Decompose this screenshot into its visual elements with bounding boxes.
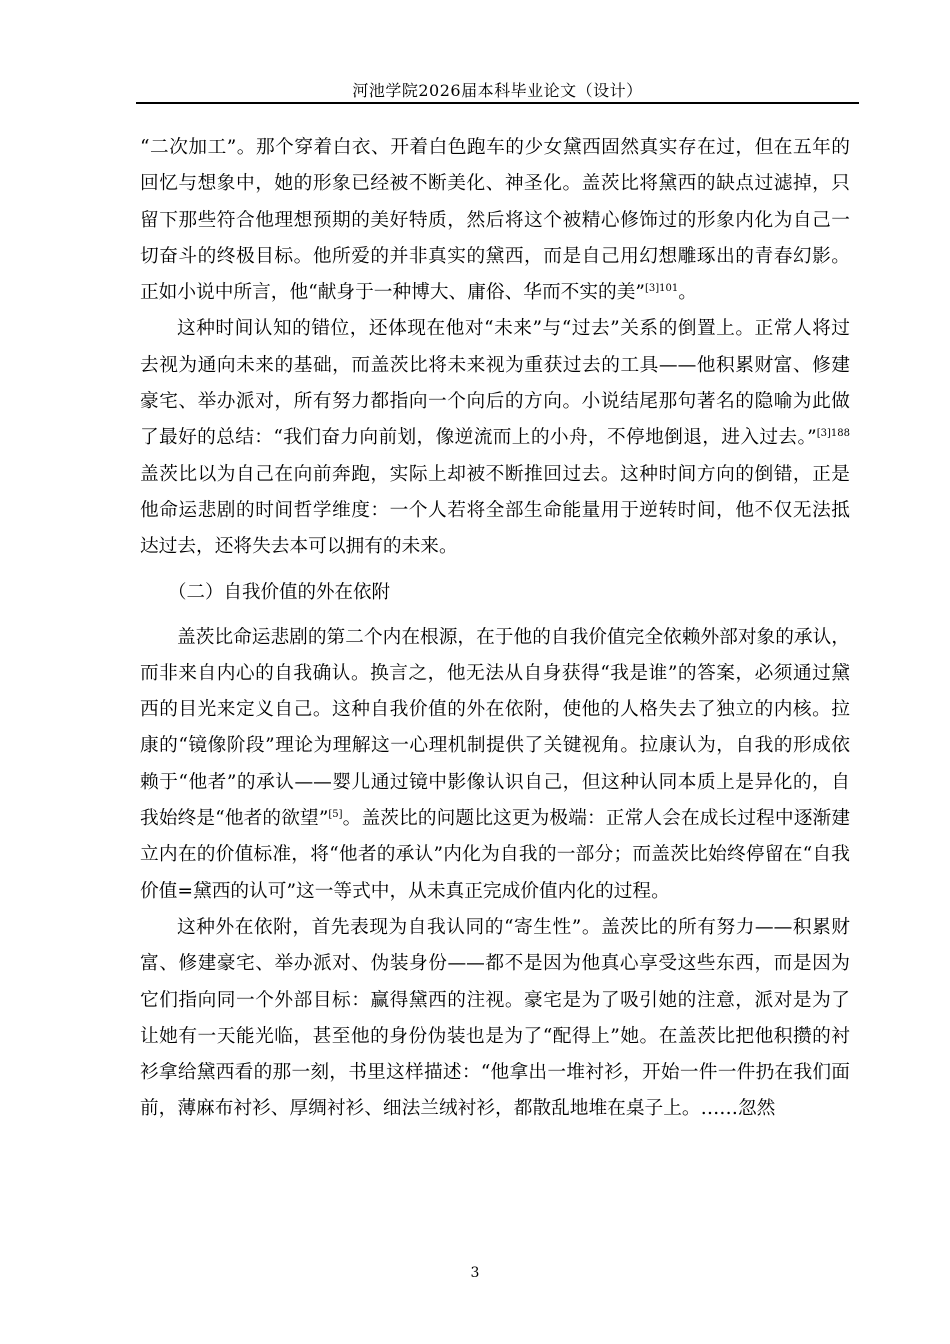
paragraph-text: 盖茨比以为自己在向前奔跑，实际上却被不断推回过去。这种时间方向的倒错，正是他命运悲剧的时间哲学维度：一个人若将全部生命能量用于逆转时间，他不仅无法抵达过去，还将失去本可以拥有的未来。 (140, 463, 850, 558)
paragraph-text: 这种时间认知的错位，还体现在他对“未来”与“过去”关系的倒置上。正常人将过去视为通向未来的基础，而盖茨比将未来视为重获过去的工具——他积累财富、修建豪宅、举办派对，所有努力都指向一个向后的方向。小说结尾那句著名的隐喻为此做了最好的总结：“我们奋力向前划，像逆流而上的小舟，不停地倒退，进入过去。” (140, 318, 850, 449)
page-number: 3 (470, 1265, 480, 1281)
paragraphs-after-heading (140, 620, 850, 1128)
paragraph (140, 130, 850, 311)
header-rule (136, 102, 859, 104)
paragraph-text: 。盖茨比的问题比这更为极端：正常人会在成长过程中逐渐建立内在的价值标准，将“他者的承认”内化为自我的一部分；而盖茨比始终停留在“自我价值=黛西的认可”这一等式中，从未真正完成价值内化的过程。 (140, 808, 851, 902)
paragraph-text: 这种外在依附，首先表现为自我认同的“寄生性”。盖茨比的所有努力——积累财富、修建豪宅、举办派对、伪装身份——都不是因为他真心享受这些东西，而是因为它们指向同一个外部目标：赢得黛西的注视。豪宅是为了吸引她的注意，派对是为了让她有一天能光临，甚至他的身份伪装也是为了“配得上”她。在盖茨比把他积攒的衬衫拿给黛西看的那一刻，书里这样描述：“他拿出一堆衬衫，开始一件一件扔在我们面前，薄麻布衬衫、厚绸衬衫、细法兰绒衬衫，都散乱地堆在桌子上。……忽然 (140, 916, 850, 1120)
paragraph (140, 910, 850, 1128)
paragraph (140, 311, 850, 565)
running-header: 河池学院2026届本科毕业论文（设计） (352, 81, 643, 100)
citation-ref: [5] (328, 808, 343, 820)
citation-ref: [3]188 (816, 428, 850, 440)
section-heading: （二）自我价值的外在依附 (168, 581, 391, 603)
paragraph-text: “二次加工”。那个穿着白衣、开着白色跑车的少女黛西固然真实存在过，但在五年的回忆与想象中，她的形象已经被不断美化、神圣化。盖茨比将黛西的缺点过滤掉，只留下那些符合他理想预期的美好特质，然后将这个被精心修饰过的形象内化为自己一切奋斗的终极目标。他所爱的并非真实的黛西，而是自己用幻想雕琢出的青春幻影。正如小说中所言，他“献身于一种博大、庸俗、华而不实的美” (140, 137, 850, 304)
paragraph-text: 盖茨比命运悲剧的第二个内在根源，在于他的自我价值完全依赖外部对象的承认，而非来自内心的自我确认。换言之，他无法从自身获得“我是谁”的答案，必须通过黛西的目光来定义自己。这种自我价值的外在依附，使他的人格失去了独立的内核。拉康的“镜像阶段”理论为理解这一心理机制提供了关键视角。拉康认为，自我的形成依赖于“他者”的承认——婴儿通过镜中影像认识自己，但这种认同本质上是异化的，自我始终是“他者的欲望” (140, 626, 850, 830)
paragraph-text: 。 (678, 282, 697, 304)
citation-ref: [3]101 (644, 282, 679, 294)
paragraph (140, 620, 850, 910)
paragraphs-before-heading (140, 130, 850, 566)
body-text (140, 130, 850, 1128)
